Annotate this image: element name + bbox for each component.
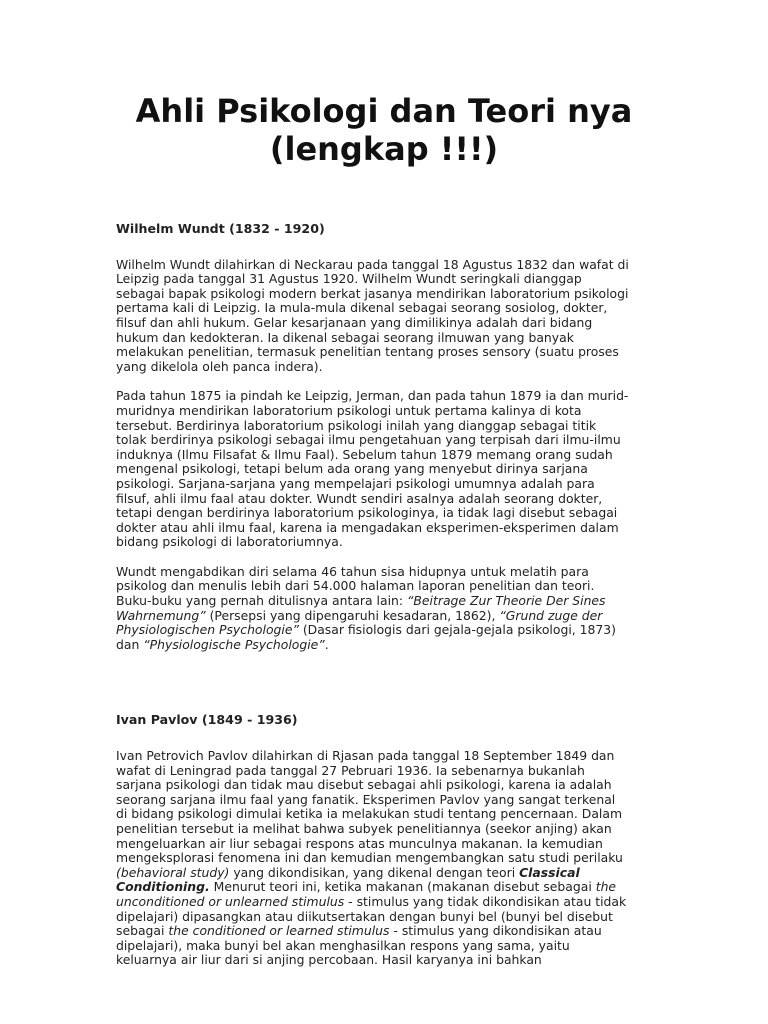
text-run: (Dasar fisiologis dari gejala-gejala psikologi, 1873) xyxy=(298,622,617,638)
section-spacer xyxy=(116,667,656,713)
text-line: Ivan Petrovich Pavlov dilahirkan di Rjasan pada tanggal 18 September 1849 dan xyxy=(116,748,615,764)
emphasis-text: the conditioned or learned stimulus xyxy=(168,923,390,939)
text-line: filsuf dan ahli hukum. Gelar kesarjanaan yang dimilikinya adalah dari bidang xyxy=(116,314,593,330)
text-run: yang dikondisikan, yang dikenal dengan teori xyxy=(229,864,520,880)
text-line: dipelajari) dipasangkan atau diikutsertakan dengan bunyi bel (bunyi bel disebut xyxy=(116,908,613,924)
text-line: filsuf, ahli ilmu faal atau dokter. Wundt sendiri asalnya adalah seorang dokter, xyxy=(116,490,603,506)
text-line xyxy=(116,924,656,939)
title-line-2: (lengkap !!!) xyxy=(269,130,499,168)
theory-name: Classical xyxy=(519,864,580,880)
emphasis-text: the xyxy=(595,879,617,895)
text-line: induknya (Ilmu Filsafat & Ilmu Faal). Sebelum tahun 1879 memang orang sudah xyxy=(116,446,613,462)
text-line xyxy=(116,638,656,653)
text-line: mengeluarkan air liur sebagai respons atas munculnya makanan. Ia kemudian xyxy=(116,835,603,851)
text-line: seorang sarjana ilmu faal yang fanatik. Eksperimen Pavlov yang sangat terkenal xyxy=(116,791,616,807)
text-line: Pada tahun 1875 ia pindah ke Leipzig, Jerman, dan pada tahun 1879 ia dan murid- xyxy=(116,388,629,404)
text-line: sarjana psikologi dan tidak mau disebut sebagai ahli psikologi, karena ia adalah xyxy=(116,777,612,793)
text-line: dokter atau ahli ilmu faal, karena ia mengadakan eksperimen-eksperimen dalam xyxy=(116,519,619,535)
text-line: muridnya mendirikan laboratorium psikologi untuk pertama kalinya di kota xyxy=(116,402,582,418)
text-line: Leipzig pada tanggal 31 Agustus 1920. Wilhelm Wundt seringkali dianggap xyxy=(116,271,582,287)
theory-name: Conditioning. xyxy=(116,879,210,895)
section-heading-pavlov: Ivan Pavlov (1849 - 1936) xyxy=(116,712,298,728)
text-line xyxy=(116,895,656,910)
text-line: dipelajari), maka bunyi bel akan menghasilkan respons yang sama, yaitu xyxy=(116,937,570,953)
section-heading-wundt: Wilhelm Wundt (1832 - 1920) xyxy=(116,221,325,236)
book-title: Physiologischen Psychologie” xyxy=(116,622,299,638)
text-line: tetapi dengan berdirinya laboratorium psikologinya, ia tidak lagi disebut sebagai xyxy=(116,505,618,521)
emphasis-text: unconditioned or unlearned stimulus xyxy=(116,893,345,909)
text-line: bidang psikologi di laboratoriumnya. xyxy=(116,534,343,550)
text-run: - stimulus yang tidak dikondisikan atau tidak xyxy=(344,893,627,909)
text-line: keluarnya air liur dari si anjing percobaan. Hasil karyanya ini bahkan xyxy=(116,952,542,968)
book-title: “Physiologische Psychologie” xyxy=(143,636,325,652)
text-run: (Persepsi yang dipengaruhi kesadaran, 1862), xyxy=(205,607,500,623)
text-line: melakukan penelitian, termasuk penelitian tentang proses sensory (suatu proses xyxy=(116,344,619,360)
text-line: Wilhelm Wundt dilahirkan di Neckarau pada tanggal 18 Agustus 1832 dan wafat di xyxy=(116,256,629,272)
text-line: Wundt mengabdikan diri selama 46 tahun sisa hidupnya untuk melatih para xyxy=(116,563,589,579)
book-title: Wahrnemung” xyxy=(116,607,206,623)
text-line: pertama kali di Leipzig. Ia mula-mula dikenal sebagai seorang sosiolog, dokter, xyxy=(116,300,608,316)
text-run: . xyxy=(324,636,329,652)
emphasis-text: (behavioral study) xyxy=(116,864,230,880)
paragraph-wundt-2 xyxy=(116,389,656,550)
text-run: - stimulus yang dikondisikan atau xyxy=(389,923,602,939)
text-line xyxy=(116,880,656,895)
book-title: “Beitrage Zur Theorie Der Sines xyxy=(407,593,606,609)
text-line xyxy=(116,866,656,881)
text-run: Buku-buku yang pernah ditulisnya antara lain: xyxy=(116,593,408,609)
document-title xyxy=(0,92,768,168)
text-line: wafat di Leningrad pada tanggal 27 Pebruari 1936. Ia sebenarnya bukanlah xyxy=(116,762,585,778)
text-run: sebagai xyxy=(116,923,169,939)
text-run: dan xyxy=(116,636,144,652)
text-run: Menurut teori ini, ketika makanan (makanan disebut sebagai xyxy=(209,879,596,895)
text-line: tolak berdirinya psikologi sebagai ilmu pengetahuan yang terpisah dari ilmu-ilmu xyxy=(116,432,621,448)
text-line xyxy=(116,609,656,624)
text-line: mengeksplorasi fenomena ini dan kemudian mengembangkan satu studi perilaku xyxy=(116,850,623,866)
title-line-1: Ahli Psikologi dan Teori nya xyxy=(135,92,633,130)
paragraph-pavlov-1 xyxy=(116,749,656,968)
text-line: mengenal psikologi, tetapi belum ada orang yang menyebut dirinya sarjana xyxy=(116,461,588,477)
book-title: “Grund zuge der xyxy=(499,607,603,623)
text-line: psikologi. Sarjana-sarjana yang mempelajari psikologi umumnya adalah para xyxy=(116,475,595,491)
text-line: sebagai bapak psikologi modern berkat jasanya mendirikan laboratorium psikologi xyxy=(116,285,629,301)
paragraph-wundt-3 xyxy=(116,565,656,653)
text-line: psikolog dan menulis lebih dari 54.000 halaman laporan penelitian dan teori. xyxy=(116,578,595,594)
text-line: tersebut. Berdirinya laboratorium psikologi inilah yang dianggap sebagai titik xyxy=(116,417,597,433)
text-line: di bidang psikologi dimulai ketika ia melakukan studi tentang pencernaan. Dalam xyxy=(116,806,623,822)
text-line: penelitian tersebut ia melihat bahwa subyek penelitiannya (seekor anjing) akan xyxy=(116,821,612,836)
text-line xyxy=(116,623,656,638)
text-line: yang dikelola oleh panca indera). xyxy=(116,358,323,374)
paragraph-wundt-1 xyxy=(116,258,656,375)
text-line xyxy=(116,594,656,609)
text-line: hukum dan kedokteran. Ia dikenal sebagai seorang ilmuwan yang banyak xyxy=(116,329,574,345)
document-body xyxy=(116,222,656,983)
